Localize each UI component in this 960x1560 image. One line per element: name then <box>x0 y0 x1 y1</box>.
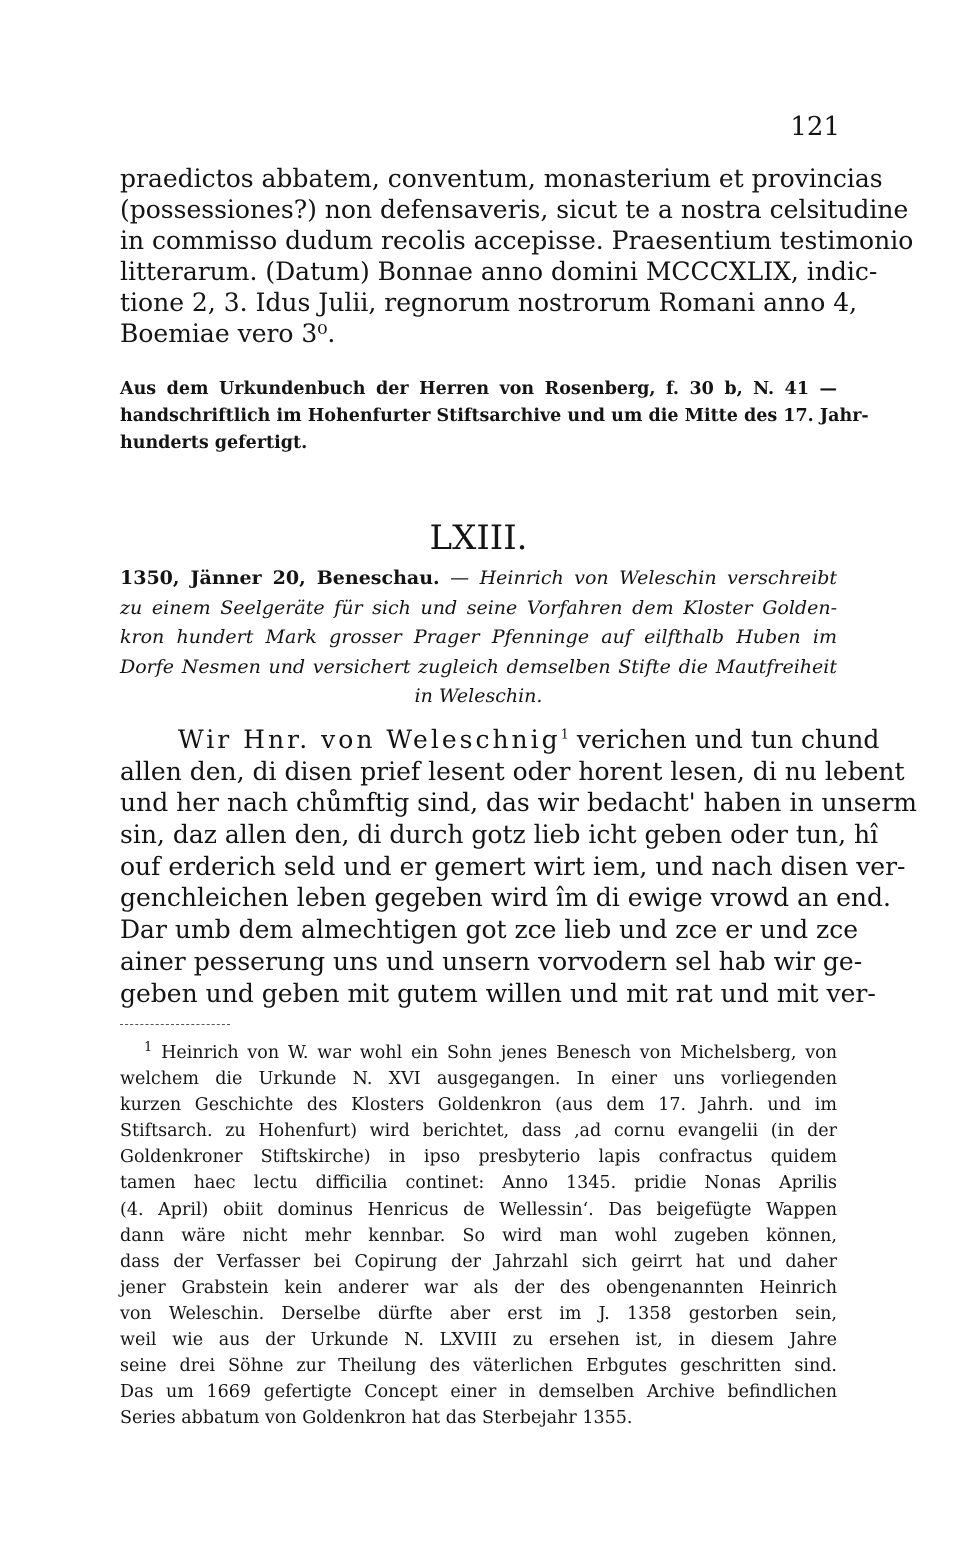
text-line: genchleichen leben gegeben wird îm di ewige vrowd an end. <box>120 883 891 913</box>
page-number: 121 <box>790 112 840 142</box>
regest-line: zu einem Seelgeräte für sich und seine Vorfahren dem Kloster Golden- <box>120 596 837 619</box>
regest-line: Dorfe Nesmen und versichert zugleich demselben Stifte die Mautfreiheit <box>120 655 837 678</box>
footnote-line: seine drei Söhne zur Theilung des väterlichen Erbgutes geschritten sind. <box>120 1356 837 1377</box>
charter-opening: Wir Hnr. von Weleschnig <box>178 725 561 754</box>
footnote-line: dass der Verfasser bei Copirung der Jahrzahl sich geirrt hat und daher <box>120 1251 837 1272</box>
document-number-heading: LXIII. <box>429 518 528 558</box>
footnote-line: dann wäre nicht mehr kennbar. So wird man wohl zugeben können, <box>120 1225 837 1246</box>
footnote-line: Series abbatum von Goldenkron hat das Sterbejahr 1355. <box>120 1408 633 1429</box>
text-line: ouf erderich seld und er gemert wirt iem, und nach disen ver- <box>120 851 906 881</box>
footnote-separator <box>120 1024 230 1025</box>
regest <box>120 564 837 712</box>
text-line: (possessiones?) non defensaveris, sicut te a nostra celsitudine <box>120 195 909 224</box>
footnote-line: weil wie aus der Urkunde N. LXVIII zu ersehen ist, in diesem Jahre <box>120 1330 837 1351</box>
footnote-line: welchem die Urkunde N. XVI ausgegangen. In einer uns vorliegenden <box>120 1069 837 1090</box>
regest-line: in Weleschin. <box>414 685 543 707</box>
footnote-line: Das um 1669 gefertigte Concept einer in demselben Archive befindlichen <box>120 1382 837 1403</box>
regest-summary-start: — Heinrich von Weleschin verschreibt <box>450 567 837 589</box>
footnote-marker: 1 <box>144 1040 153 1056</box>
footnote-line: (4. April) obiit dominus Henricus de Wellessin‘. Das beigefügte Wappen <box>120 1199 837 1220</box>
text-line: praedictos abbatem, conventum, monasterium et provincias <box>120 164 883 193</box>
footnote-line: jener Grabstein kein anderer war als der des obengenannten Heinrich <box>120 1277 837 1298</box>
text-line: und her nach chůmftig sind, das wir bedacht' haben in unserm <box>120 788 918 818</box>
footnote <box>120 1040 837 1431</box>
charter-opening-rest: verichen und tun chund <box>576 725 880 754</box>
footnote-text-start: Heinrich von W. war wohl ein Sohn jenes Benesch von Michelsberg, von <box>161 1043 837 1063</box>
text-line: in commisso dudum recolis accepisse. Praesentium testimonio <box>120 226 914 255</box>
text-line: Dar umb dem almechtigen got zce lieb und zce er und zce <box>120 915 859 945</box>
regest-line <box>120 564 837 594</box>
text-line: litterarum. (Datum) Bonnae anno domini MCCCXLIX, indic- <box>120 257 878 286</box>
charter-opening-line <box>120 724 880 756</box>
footnote-line: von Weleschin. Derselbe dürfte aber erst im J. 1358 gestorben sein, <box>120 1303 837 1324</box>
text-line: allen den, di disen prief lesent oder horent lesen, di nu lebent <box>120 756 905 786</box>
footnote-reference: 1 <box>560 727 569 743</box>
footnote-line: Goldenkroner Stiftskirche) in ipso presbyterio lapis confractus quidem <box>120 1147 837 1168</box>
source-note-line: Aus dem Urkundenbuch der Herren von Rosenberg, f. 30 b, N. 41 — <box>120 379 837 399</box>
footnote-line: tamen haec lectu difficilia continet: Anno 1345. pridie Nonas Aprilis <box>120 1173 837 1194</box>
date-place: 1350, Jänner 20, Beneschau. <box>120 567 440 589</box>
footnote-line <box>120 1040 837 1066</box>
regest-line: kron hundert Mark grosser Prager Pfenninge auf eilfthalb Huben im <box>120 626 837 648</box>
text-line: tione 2, 3. Idus Julii, regnorum nostrorum Romani anno 4, <box>120 288 858 317</box>
source-note-line: handschriftlich im Hohenfurter Stiftsarchive und um die Mitte des 17. Jahr- <box>120 406 869 426</box>
footnote-line: kurzen Geschichte des Klosters Goldenkron (aus dem 17. Jahrh. und im <box>120 1095 837 1116</box>
charter-text <box>120 724 918 1009</box>
text-line: geben und geben mit gutem willen und mit rat und mit ver- <box>120 978 876 1008</box>
source-note <box>120 376 869 457</box>
footnote-line: Stiftsarch. zu Hohenfurt) wird berichtet, dass ‚ad cornu evangelii (in der <box>120 1121 837 1142</box>
text-line: Boemiae vero 3⁰. <box>120 319 336 348</box>
source-note-line: hunderts gefertigt. <box>120 433 308 453</box>
text-line: ainer pesserung uns und unsern vorvodern sel hab wir ge- <box>120 946 863 976</box>
text-line: sin, daz allen den, di durch gotz lieb icht geben oder tun, hî <box>120 820 879 850</box>
continued-charter-text <box>120 163 914 349</box>
